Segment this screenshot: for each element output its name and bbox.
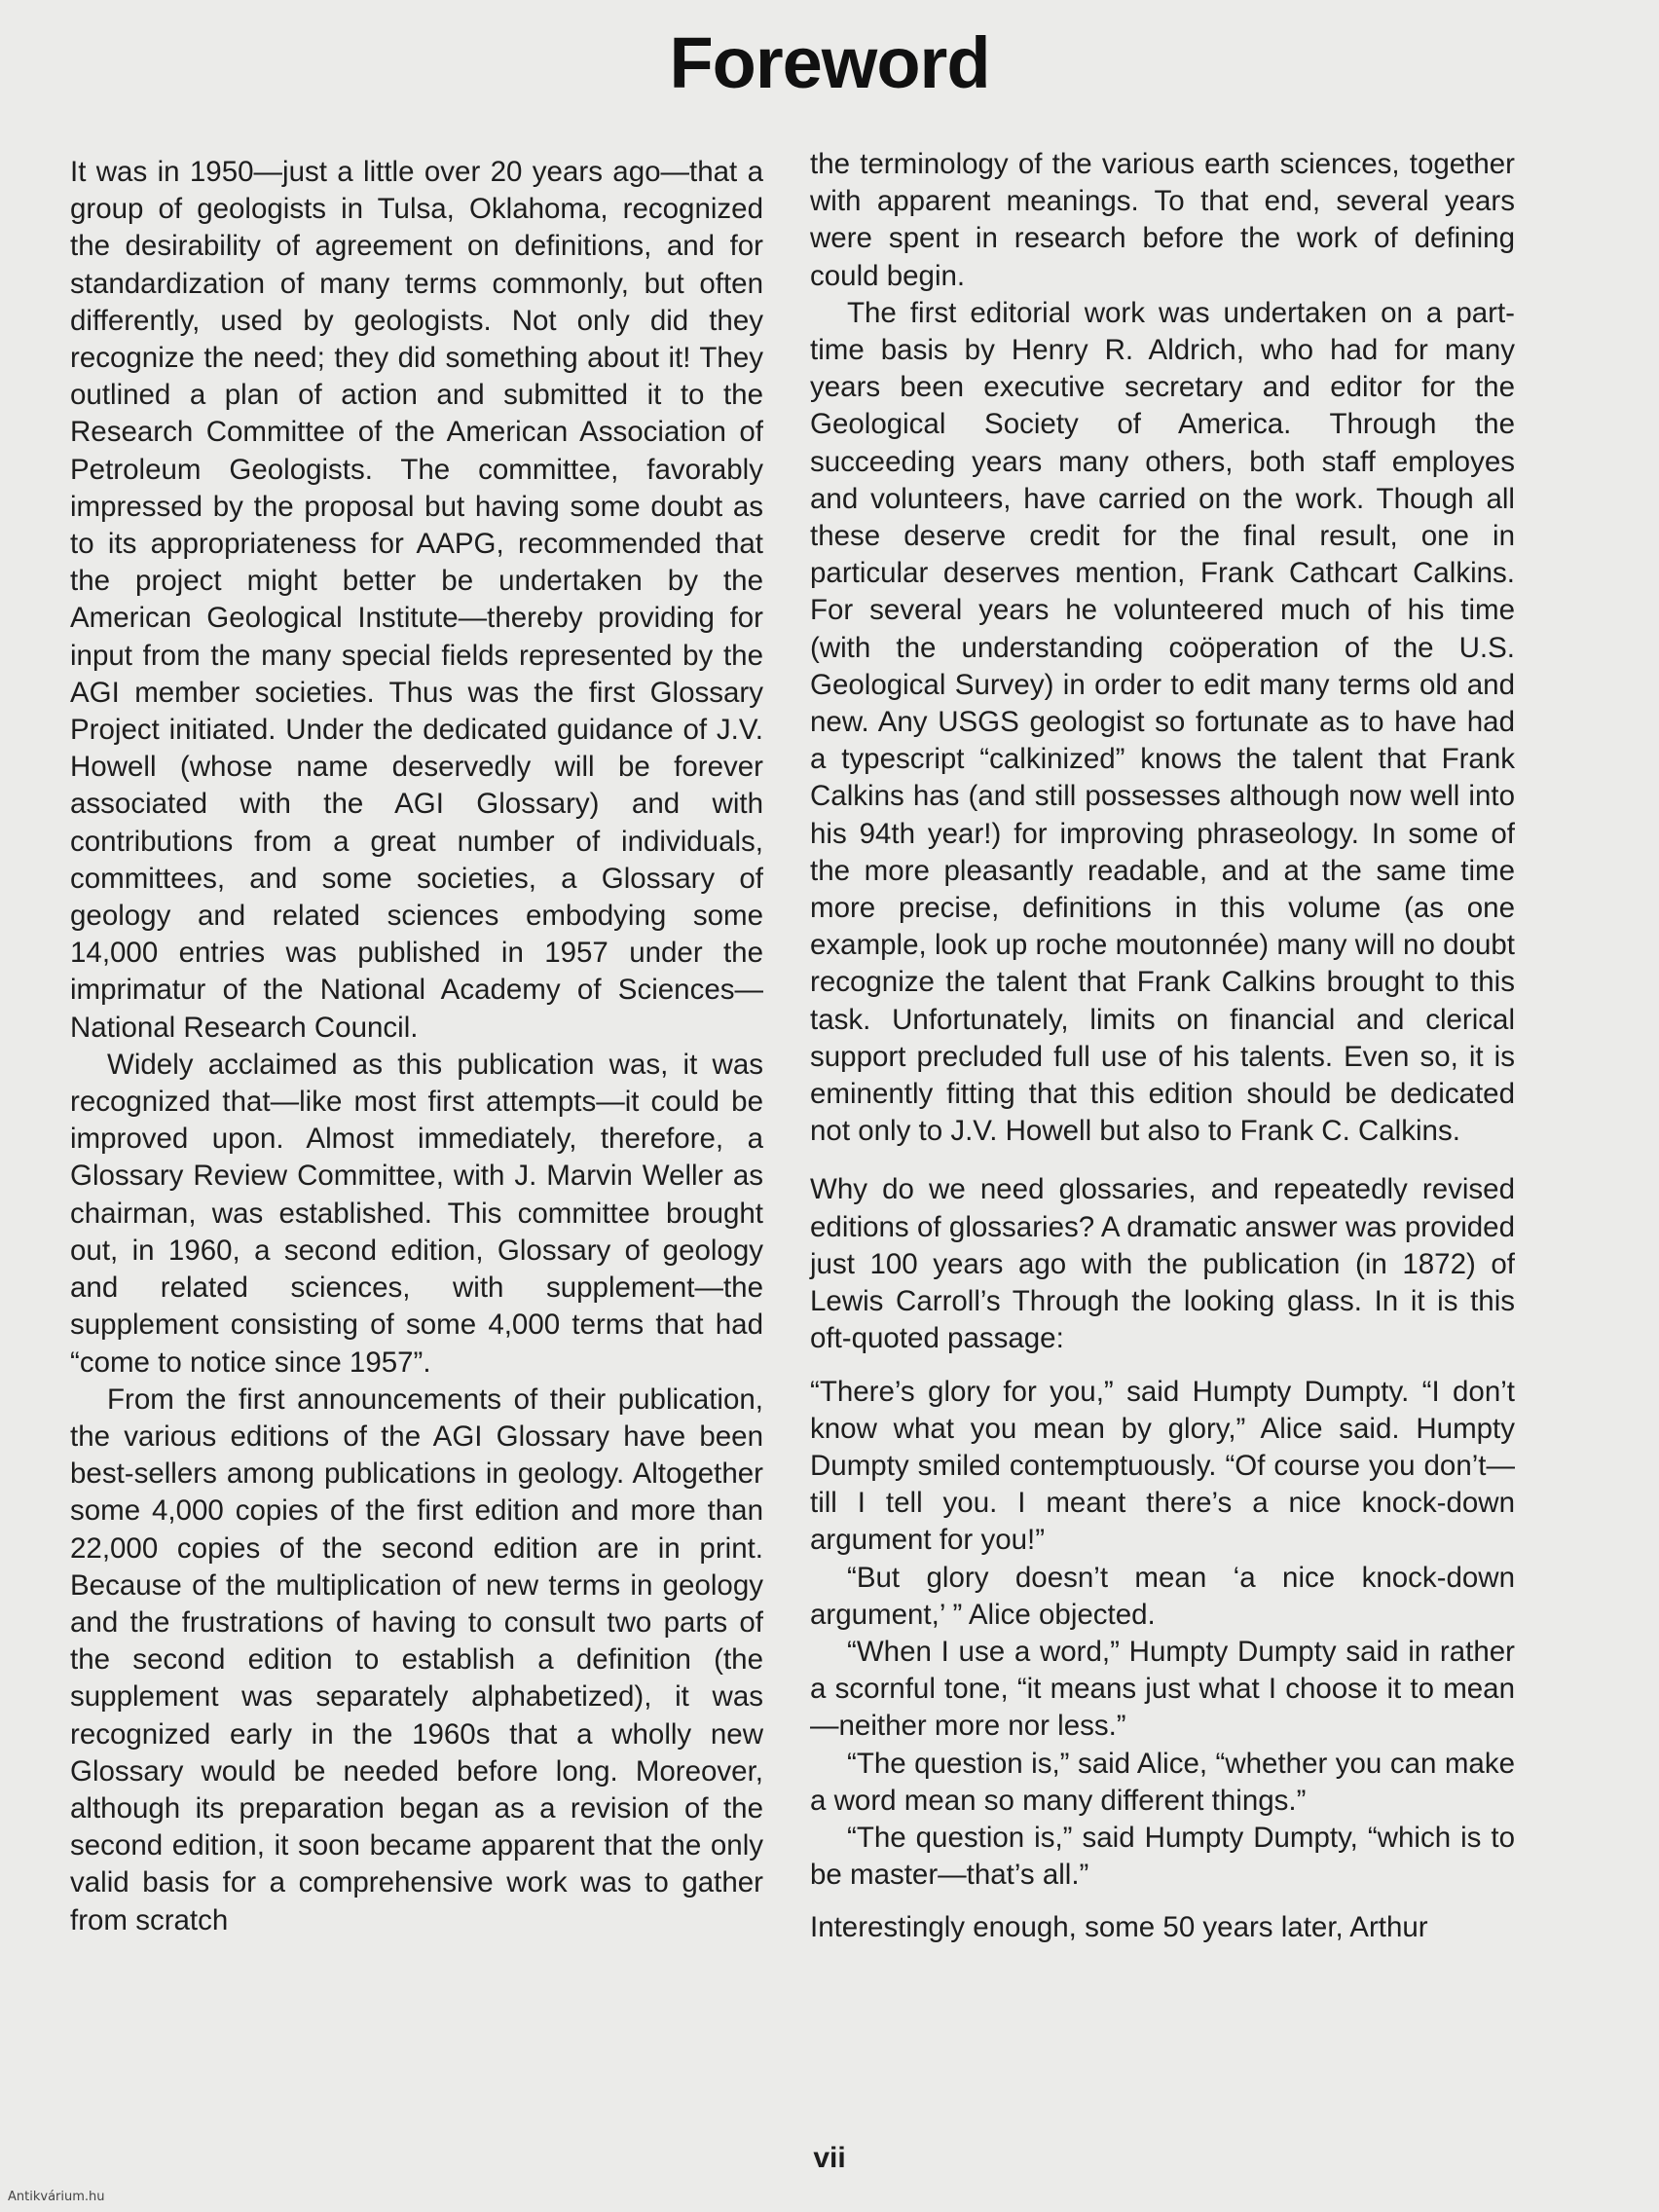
paragraph: Widely acclaimed as this publication was, it was recognized that—like most first attempts—it could be improved upon. Almost immediately, therefore, a Glossary Review Committee, with J. Marvin Weller as chairman, was established. This committee brought out, in 1960, a second edition, Glossary of geology and related sciences, with supplement—the supplement consisting of some 4,000 terms that had “come to notice since 1957”. xyxy=(70,1048,763,1379)
watermark: Antikvárium.hu xyxy=(8,2190,105,2204)
paragraph: From the first announcements of their publication, the various editions of the AGI Glossary have been best-sellers among publications in geology. Altogether some 4,000 copies of the first edition and more than 22,000 copies of the second edition are in print. Because of the multiplication of new terms in geology and the frustrations of having to consult two parts of the second edition to establish a definition (the supplement was separately alphabetized), it was recognized early in the 1960s that a wholly new Glossary would be needed before long. Moreover, although its preparation began as a revision of the second edition, it soon became apparent that the only valid basis for a comprehensive work was to gather from scratch xyxy=(70,1382,763,1936)
quote-paragraph: “But glory doesn’t mean ‘a nice knock-down argument,’ ” Alice objected. xyxy=(810,1561,1515,1631)
page-number: vii xyxy=(813,2142,846,2174)
paragraph: It was in 1950—just a little over 20 years ago—that a group of geologists in Tulsa, Oklahoma, recognized the desirability of agreement on definitions, and for standardization of many terms commonly, but often differently, used by geologists. Not only did they recognize the need; they did something about it! They outlined a plan of action and submitted it to the Research Committee of the American Association of Petroleum Geologists. The committee, favorably impressed by the proposal but having some doubt as to its appropriateness for AAPG, recommended that the project might better be undertaken by the American Geological Institute—thereby providing for input from the many special fields represented by the AGI member societies. Thus was the first Glossary Project initiated. Under the dedicated guidance of J.V. Howell (whose name deservedly will be forever associated with the AGI Glossary) and with contributions from a great number of individuals, committees, and some societies, a Glossary of geology and related sciences embodying some 14,000 entries was published in 1957 under the imprimatur of the National Academy of Sciences—National Research Council. xyxy=(70,156,763,1044)
quote-paragraph: “When I use a word,” Humpty Dumpty said in rather a scornful tone, “it means just what I choose it to mean—neither more nor less.” xyxy=(810,1635,1515,1743)
paragraph: The first editorial work was undertaken on a part-time basis by Henry R. Aldrich, who had for many years been executive secretary and editor for the Geological Society of America. Through the succeeding years many others, both staff employes and volunteers, have carried on the work. Though all these deserve credit for the final result, one in particular deserves mention, Frank Cathcart Calkins. For several years he volunteered much of his time (with the understanding coöperation of the U.S. Geological Survey) in order to edit many terms old and new. Any USGS geologist so fortunate as to have had a typescript “calkinized” knows the talent that Frank Calkins has (and still possesses although now well into his 94th year!) for improving phraseology. In some of the more pleasantly readable, and at the same time more precise, definitions in this volume (as one example, look up roche moutonnée) many will no doubt recognize the talent that Frank Calkins brought to this task. Unfortunately, limits on financial and clerical support precluded full use of his talents. Even so, it is eminently fitting that this edition should be dedicated not only to J.V. Howell but also to Frank C. Calkins. xyxy=(810,296,1515,1148)
paragraph: the terminology of the various earth sciences, together with apparent meanings. To that end, several years were spent in research before the work of defining could begin. xyxy=(810,148,1515,292)
quote-paragraph: “The question is,” said Alice, “whether you can make a word mean so many different things.” xyxy=(810,1747,1515,1817)
quote-paragraph: “There’s glory for you,” said Humpty Dumpty. “I don’t know what you mean by glory,” Alice said. Humpty Dumpty smiled contemptuously. “Of course you don’t—till I tell you. I meant there’s a nice knock-down argument for you!” xyxy=(810,1375,1515,1557)
right-column xyxy=(810,146,1515,1947)
quote-paragraph: “The question is,” said Humpty Dumpty, “which is to be master—that’s all.” xyxy=(810,1821,1515,1892)
paragraph: Interestingly enough, some 50 years later, Arthur xyxy=(810,1911,1428,1944)
paragraph: Why do we need glossaries, and repeatedly revised editions of glossaries? A dramatic answer was provided just 100 years ago with the publication (in 1872) of Lewis Carroll’s Through the looking glass. In it is this oft-quoted passage: xyxy=(810,1173,1515,1355)
page-title: Foreword xyxy=(669,22,990,103)
left-column xyxy=(70,154,763,1939)
